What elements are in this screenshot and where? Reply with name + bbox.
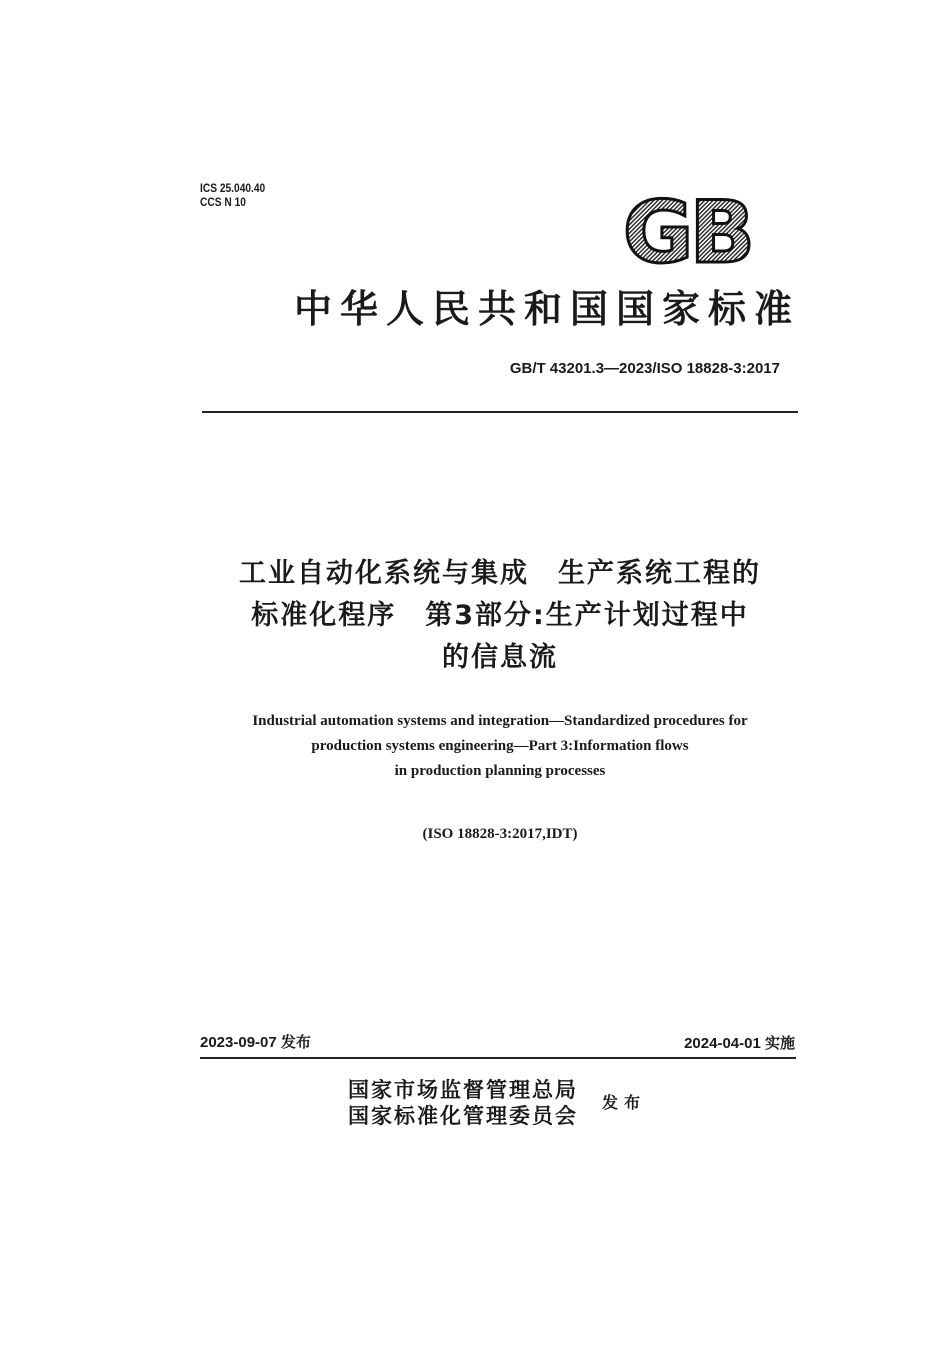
footer-divider xyxy=(200,1057,796,1059)
chinese-title-line-3: 的信息流 xyxy=(442,642,558,673)
ccs-code: CCS N 10 xyxy=(200,195,246,209)
english-title-line-3: in production planning processes xyxy=(394,763,606,779)
issue-label: 发布 xyxy=(602,1093,647,1112)
english-title-line-1: Industrial automation systems and integration—Standardized procedures for xyxy=(252,713,748,729)
issuer-samr: 国家市场监督管理总局 xyxy=(348,1077,578,1102)
ics-code: ICS 25.040.40 xyxy=(200,181,266,195)
issue-date: 2023-09-07 发布 xyxy=(200,1034,311,1051)
issuing-authorities xyxy=(348,1077,578,1129)
gb-logo-text: GB xyxy=(622,186,752,270)
classification-codes xyxy=(200,181,265,209)
issuer-sac: 国家标准化管理委员会 xyxy=(348,1103,578,1128)
chinese-title-line-1: 工业自动化系统与集成 生产系统工程的 xyxy=(239,558,761,589)
standard-number: GB/T 43201.3—2023/ISO 18828-3:2017 xyxy=(509,360,780,377)
chinese-title-line-2: 标准化程序 第3部分:生产计划过程中 xyxy=(251,600,749,631)
header-divider xyxy=(202,411,798,413)
english-title-line-2: production systems engineering—Part 3:Information flows xyxy=(311,738,689,754)
gb-logo xyxy=(612,186,762,270)
iso-reference: (ISO 18828-3:2017,IDT) xyxy=(422,826,578,842)
implementation-date: 2024-04-01 实施 xyxy=(684,1035,795,1052)
english-title xyxy=(150,709,850,784)
chinese-title xyxy=(150,553,850,679)
national-standard-title: 中华人民共和国国家标准 xyxy=(293,286,800,331)
